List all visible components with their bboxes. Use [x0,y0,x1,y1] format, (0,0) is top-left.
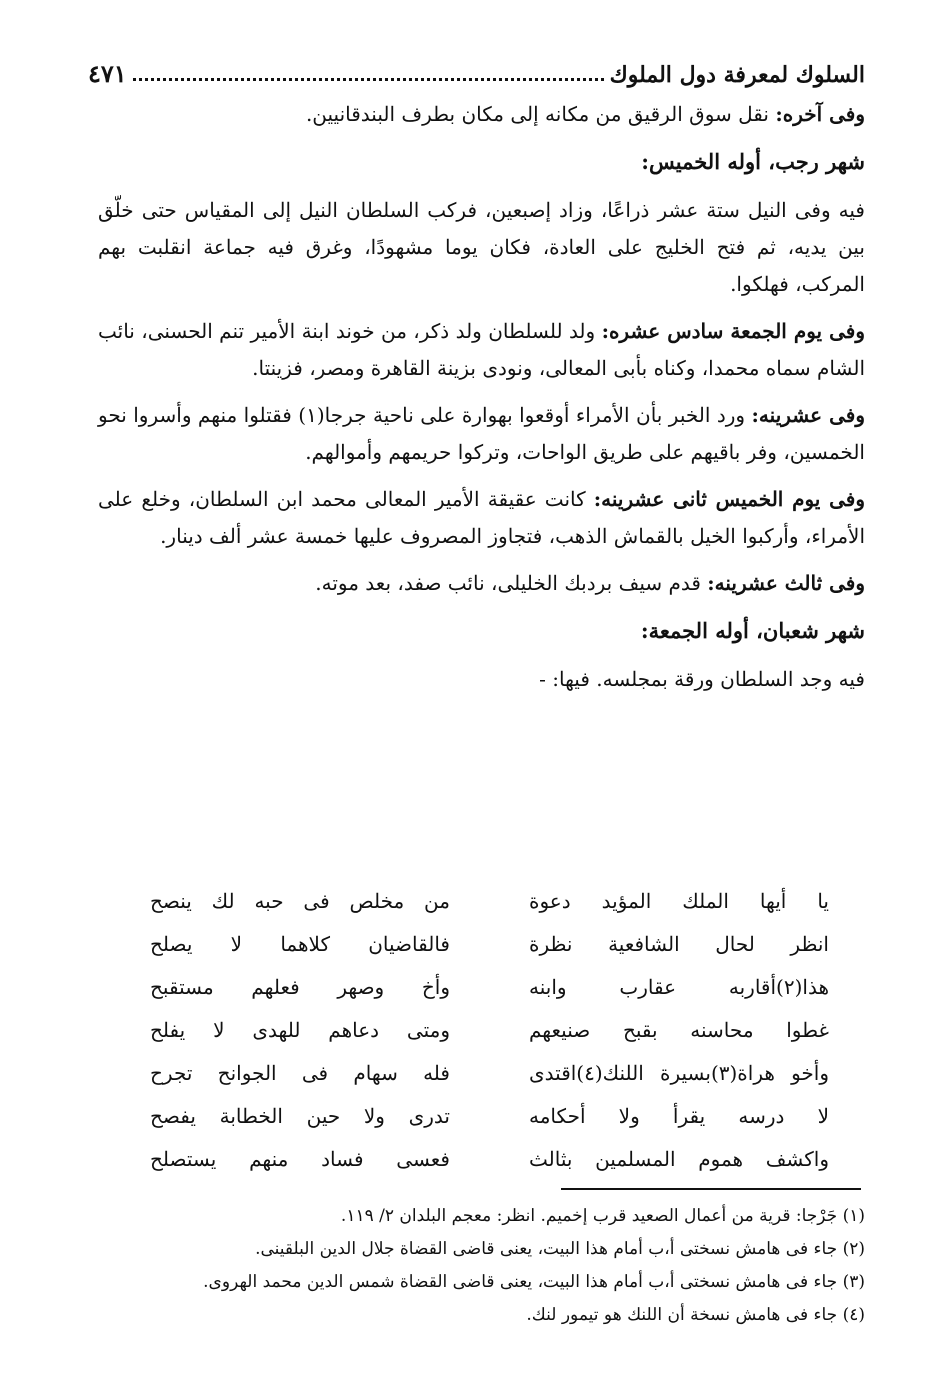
poem-verse [150,1009,829,1052]
header-dot-leader [133,77,604,81]
month-heading-rajab: شهر رجب، أوله الخميس: [641,149,865,174]
verse-first-hemistich: يا أيها الملك المؤيد دعوة [529,889,829,913]
paragraph-text: نقل سوق الرقيق من مكانه إلى مكان بطرف البندقانيين. [305,102,776,126]
poem-verse [150,966,829,1009]
paragraph-lead: وفى يوم الجمعة سادس عشره: [601,319,865,343]
verse-first-hemistich: غطوا محاسنه بقبح صنيعهم [529,1018,829,1042]
poem [150,880,829,1181]
verse-second-hemistich: تدرى ولا حين الخطابة يفصح [150,1104,450,1128]
paragraph-text: ورد الخبر بأن الأمراء أوقعوا بهوارة على ناحية جرجا(١) فقتلوا منهم وأسروا نحو الخمسين، وفر باقيهم على طريق الواحات، وتركوا حريمهم وأموالهم. [98,403,865,464]
poem-verse [150,1095,829,1138]
verse-second-hemistich: من مخلص فى حبه لك ينصح [150,889,450,913]
paragraph-text: قدم سيف بردبك الخليلى، نائب صفد، بعد موته. [315,571,708,595]
paragraph: فيه وفى النيل ستة عشر ذراعًا، وزاد إصبعين، فركب السلطان النيل إلى المقياس حتى خلّق بين يديه، ثم فتح الخليج على العادة، فكان يوما مشهودًا، وغرق فيه جماعة انقلبت بهم المركب، فهلكوا. [98,198,865,296]
paragraph [98,397,865,471]
footnote-separator [561,1188,861,1190]
paragraph [98,481,865,555]
paragraph-lead: وفى يوم الخميس ثانى عشرينه: [593,487,866,511]
paragraph-text: كانت عقيقة الأمير المعالى محمد ابن السلطان، وخلع على الأمراء، وأركبوا الخيل بالقماش الذهب، فتجاوز المصروف عليها خمسة عشر ألف دينار. [98,487,865,548]
verse-first-hemistich: واكشف هموم المسلمين بثالث [529,1147,829,1171]
running-header [88,48,865,88]
poem-verse [150,1052,829,1095]
verse-first-hemistich: انظر لحال الشافعية نظرة [529,932,829,956]
footnotes [98,1200,865,1332]
verse-second-hemistich: وأخ وصهر فعلهم مستقبح [150,975,450,999]
month-heading-shaban: شهر شعبان، أوله الجمعة: [640,618,865,643]
paragraph [98,96,865,133]
paragraph-lead: وفى ثالث عشرينه: [707,571,865,595]
verse-first-hemistich: وأخو هراة(٣)بسيرة اللنك(٤)اقتدى [529,1061,829,1085]
footnote: (٣) جاء فى هامش نسختى أ،ب أمام هذا البيت، يعنى قاضى القضاة شمس الدين محمد الهروى. [203,1272,865,1292]
footnote: (٤) جاء فى هامش نسخة أن اللنك هو تيمور لنك. [526,1305,865,1325]
verse-second-hemistich: فالقاضيان كلاهما لا يصلح [150,932,450,956]
poem-verse [150,1138,829,1181]
verse-first-hemistich: لا درسه يقرأ ولا أحكامه [529,1104,829,1128]
verse-second-hemistich: فعسى فساد منهم يستصلح [150,1147,450,1171]
paragraph-lead: وفى آخره: [775,102,865,126]
paragraph-lead: وفى عشرينه: [751,403,866,427]
page-number: ٤٧١ [88,59,127,88]
paragraph-text: ولد للسلطان ولد ذكر، من خوند ابنة الأمير تنم الحسنى، نائب الشام سماه محمدا، وكناه بأبى المعالى، ونودى بزينة القاهرة ومصر، فزينتا. [98,319,865,380]
footnote: (٢) جاء فى هامش نسختى أ،ب أمام هذا البيت، يعنى قاضى القضاة جلال الدين البلقينى. [255,1239,865,1259]
paragraph: فيه وجد السلطان ورقة بمجلسه. فيها: - [539,667,865,691]
poem-verse [150,880,829,923]
paragraph [98,565,865,602]
footnote: (١) جَرْجا: قرية من أعمال الصعيد قرب إخميم. انظر: معجم البلدان ٢/ ١١٩. [340,1206,865,1226]
main-text [98,96,865,708]
verse-first-hemistich: هذا(٢)أقاربه عقارب وابنه [529,975,829,999]
poem-verse [150,923,829,966]
book-title: السلوك لمعرفة دول الملوك [609,62,865,88]
paragraph [98,313,865,387]
verse-second-hemistich: ومتى دعاهم للهدى لا يفلح [150,1018,450,1042]
verse-second-hemistich: فله سهام فى الجوانح تجرح [150,1061,450,1085]
